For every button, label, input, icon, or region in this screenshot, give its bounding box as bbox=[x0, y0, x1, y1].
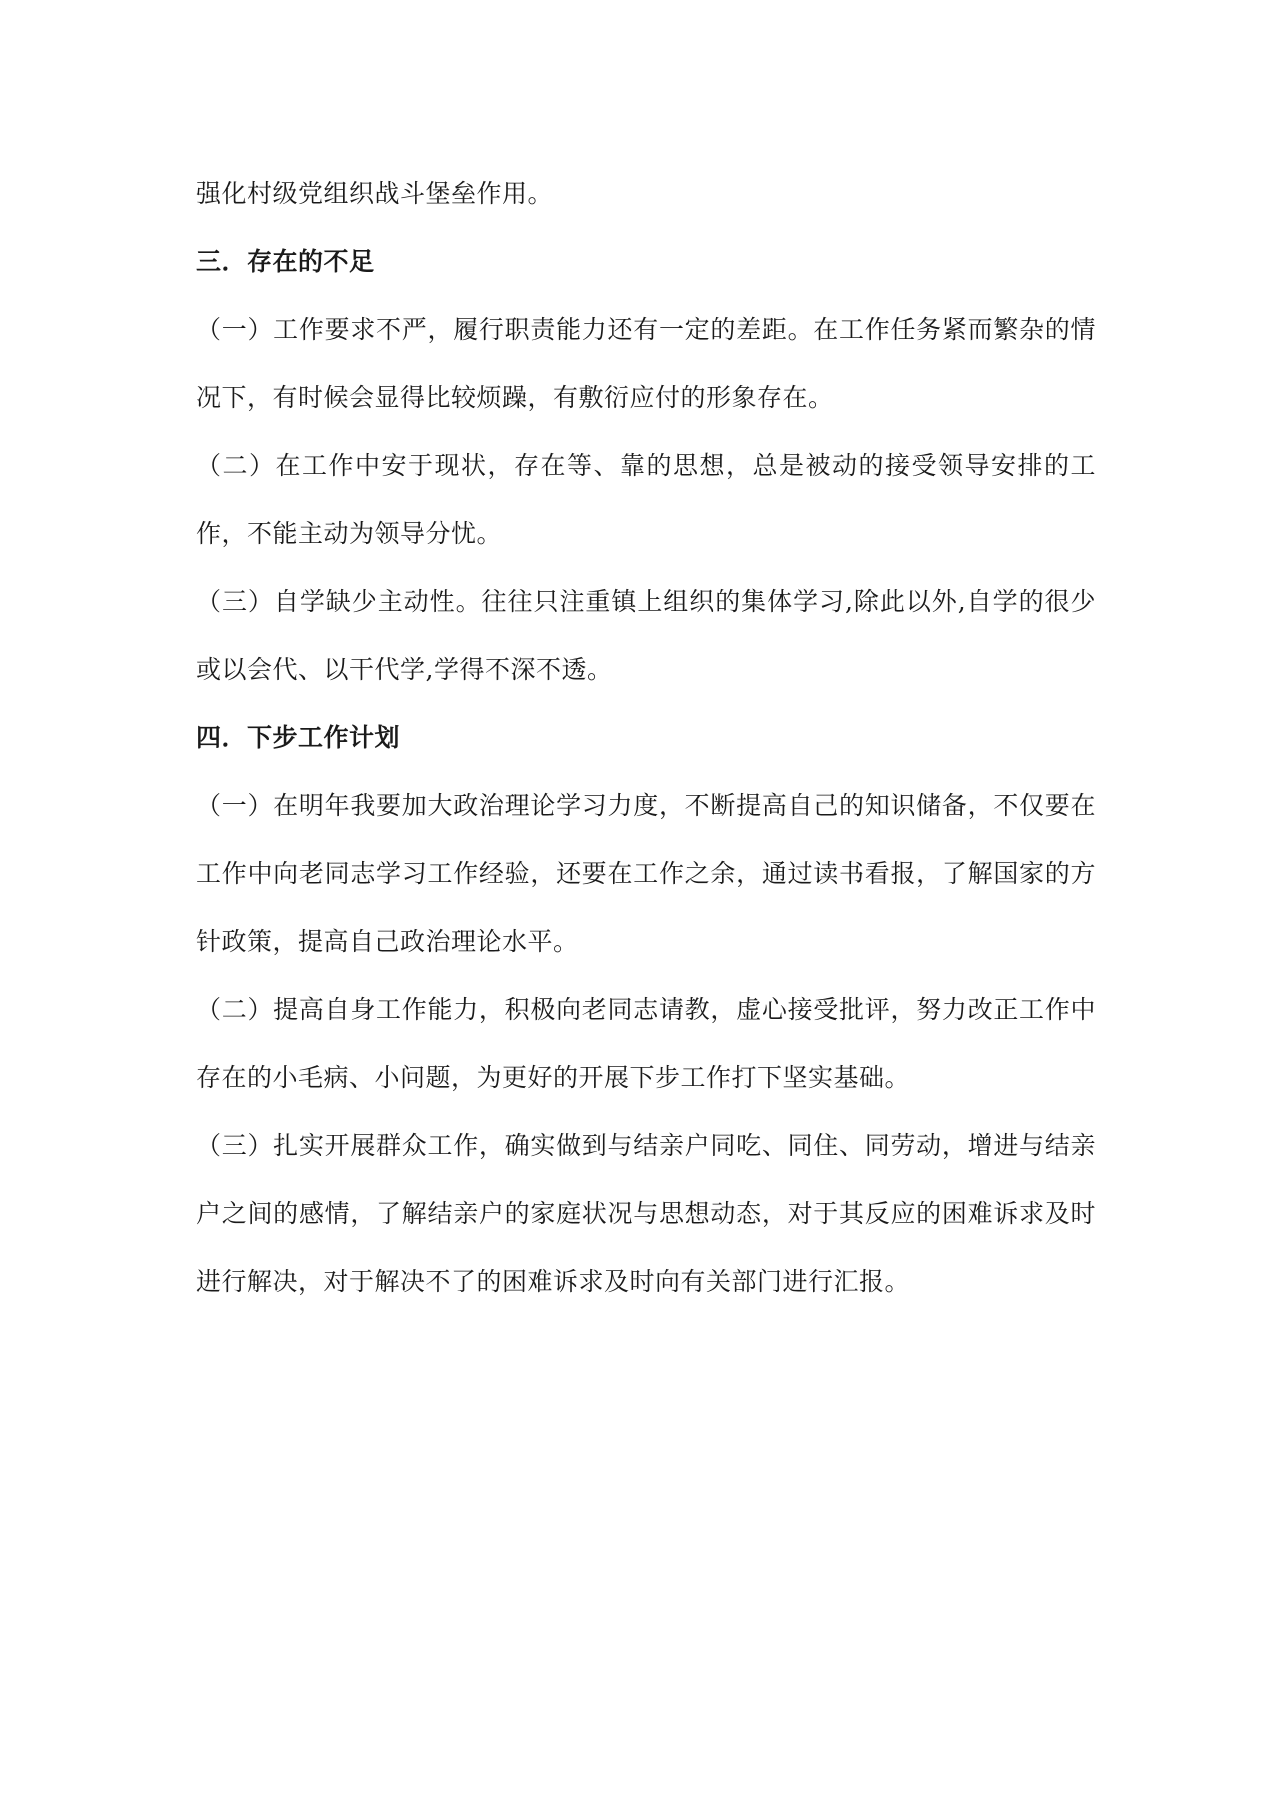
plan-item-2: （二）提高自身工作能力，积极向老同志请教，虚心接受批评，努力改正工作中存在的小毛病、小问题，为更好的开展下步工作打下坚实基础。 bbox=[196, 995, 1096, 1092]
intro-line: 强化村级党组织战斗堡垒作用。 bbox=[196, 179, 554, 208]
plan-item-3: （三）扎实开展群众工作，确实做到与结亲户同吃、同住、同劳动，增进与结亲户之间的感情，了解结亲户的家庭状况与思想动态，对于其反应的困难诉求及时进行解决，对于解决不了的困难诉求及时向有关部门进行汇报。 bbox=[196, 1131, 1096, 1296]
section-heading-shortcomings: 三．存在的不足 bbox=[196, 247, 375, 276]
shortcoming-item-1: （一）工作要求不严，履行职责能力还有一定的差距。在工作任务紧而繁杂的情况下，有时候会显得比较烦躁，有敷衍应付的形象存在。 bbox=[196, 315, 1096, 412]
document-body bbox=[196, 160, 1096, 1316]
plan-item-1: （一）在明年我要加大政治理论学习力度，不断提高自己的知识储备，不仅要在工作中向老同志学习工作经验，还要在工作之余，通过读书看报，了解国家的方针政策，提高自己政治理论水平。 bbox=[196, 791, 1096, 956]
shortcoming-item-3: （三）自学缺少主动性。往往只注重镇上组织的集体学习,除此以外,自学的很少或以会代、以干代学,学得不深不透。 bbox=[196, 587, 1096, 684]
section-heading-work-plan: 四．下步工作计划 bbox=[196, 723, 401, 752]
shortcoming-item-2: （二）在工作中安于现状，存在等、靠的思想，总是被动的接受领导安排的工作，不能主动为领导分忧。 bbox=[196, 451, 1096, 548]
